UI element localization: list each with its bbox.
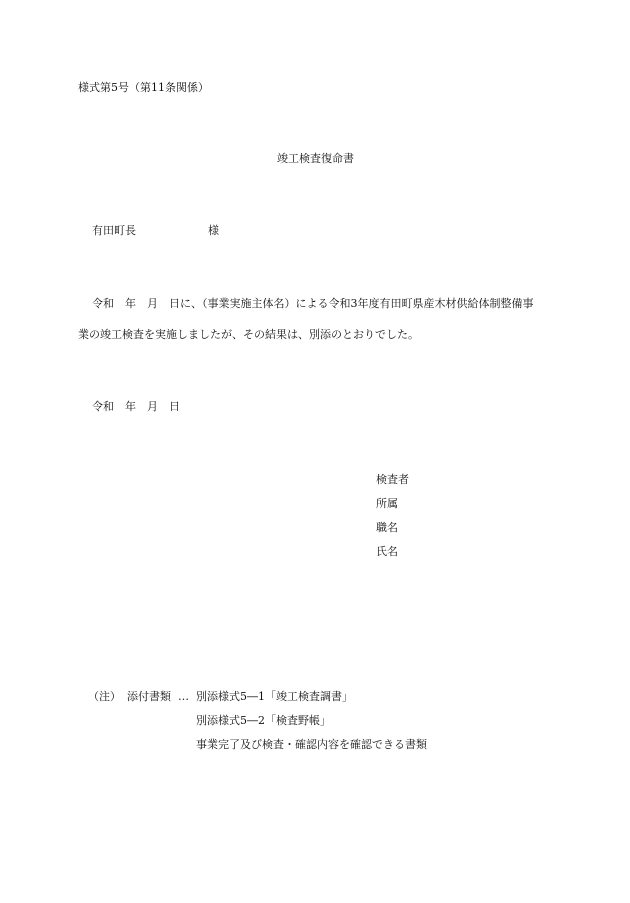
- report-date: 令和 年 月 日: [92, 400, 180, 413]
- body-line-2: 業の竣工検査を実施しましたが、その結果は、別添のとおりでした。: [78, 328, 419, 341]
- inspector-name: 氏名: [376, 545, 398, 558]
- form-number: 様式第5号（第11条関係）: [78, 81, 209, 94]
- inspector-position: 職名: [376, 521, 398, 534]
- addressee-honorific: 様: [208, 224, 219, 237]
- body-line-1: 令和 年 月 日に、（事業実施主体名）による令和3年度有田町県産木材供給体制整備事: [92, 297, 534, 310]
- inspector-label: 検査者: [376, 473, 409, 486]
- attachment-item: 事業完了及び検査・確認内容を確認できる書類: [196, 738, 427, 751]
- inspector-affiliation: 所属: [376, 497, 398, 510]
- attachment-item: 別添様式5―1「竣工検査調書」: [196, 690, 353, 703]
- note-label: （注）: [88, 690, 121, 703]
- attachment-item: 別添様式5―2「検査野帳」: [196, 714, 331, 727]
- addressee-name: 有田町長: [92, 224, 136, 237]
- attachments-label: 添付書類: [127, 690, 171, 703]
- attachments-dots: …: [178, 690, 189, 703]
- document-title: 竣工検査復命書: [277, 152, 354, 165]
